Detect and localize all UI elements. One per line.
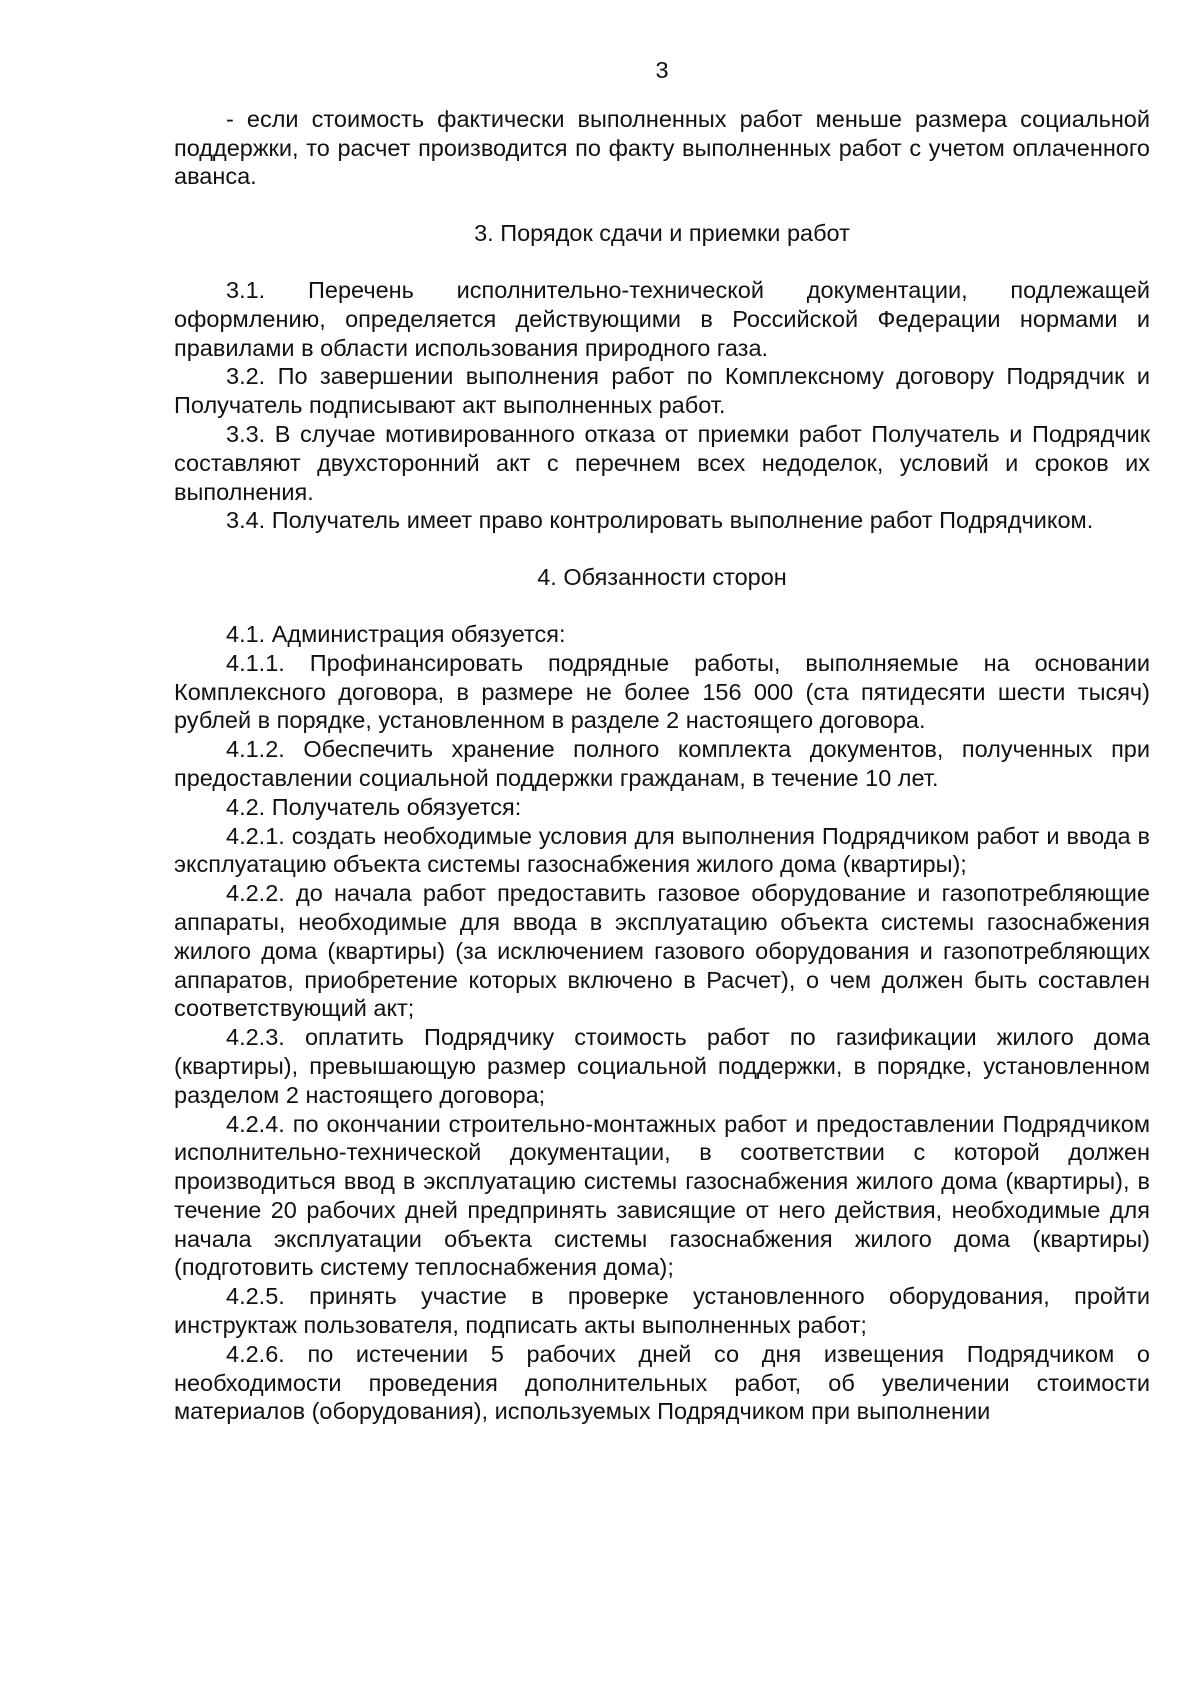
clause-3-4: 3.4. Получатель имеет право контролировать выполнение работ Подрядчиком.: [226, 507, 1094, 534]
clause-4-2-5: 4.2.5. принять участие в проверке установленного оборудования, пройти инструктаж пользователя, подписать акты выполненных работ;: [174, 1283, 1150, 1339]
clause-3-2: 3.2. По завершении выполнения работ по Комплексному договору Подрядчик и Получатель подписывают акт выполненных работ.: [174, 363, 1150, 419]
clause-4-2-3: 4.2.3. оплатить Подрядчику стоимость работ по газификации жилого дома (квартиры), превышающую размер социальной поддержки, в порядке, установленном разделом 2 настоящего договора;: [174, 1024, 1150, 1108]
clause-4-2-1: 4.2.1. создать необходимые условия для выполнения Подрядчиком работ и ввода в эксплуатацию объекта системы газоснабжения жилого дома (квартиры);: [174, 822, 1150, 878]
clause-4-1: 4.1. Администрация обязуется:: [226, 620, 566, 647]
clause-3-1: 3.1. Перечень исполнительно-технической документации, подлежащей оформлению, определяется действующими в Российской Федерации нормами и правилами в области использования природного газа.: [174, 276, 1150, 361]
clause-4-2-4: 4.2.4. по окончании строительно-монтажных работ и предоставлении Подрядчиком исполнительно-технической документации, в соответствии с которой должен производиться ввод в эксплуатацию системы газоснабжения жилого дома (квартиры), в течение 20 рабочих дней предпринять зависящие от него действия, необходимые для начала эксплуатации объекта системы газоснабжения жилого дома (квартиры) (подготовить систему теплоснабжения дома);: [174, 1110, 1150, 1281]
intro-paragraph: - если стоимость фактически выполненных работ меньше размера социальной поддержки, то расчет производится по факту выполненных работ с учетом оплаченного аванса.: [174, 105, 1150, 190]
clause-4-2-2: 4.2.2. до начала работ предоставить газовое оборудование и газопотребляющие аппараты, необходимые для ввода в эксплуатацию объекта системы газоснабжения жилого дома (квартиры) (за исключением газового оборудования и газопотребляющих аппаратов, приобретение которых включено в Расчет), о чем должен быть составлен соответствующий акт;: [174, 880, 1150, 1022]
clause-4-2-6: 4.2.6. по истечении 5 рабочих дней со дня извещения Подрядчиком о необходимости проведения дополнительных работ, об увеличении стоимости материалов (оборудования), используемых Подрядчиком при выполнении: [174, 1340, 1150, 1425]
section-3-title: 3. Порядок сдачи и приемки работ: [474, 220, 850, 247]
page-number: 3: [655, 57, 669, 83]
clause-4-1-1: 4.1.1. Профинансировать подрядные работы, выполняемые на основании Комплексного договора, в размере не более 156 000 (ста пятидесяти шести тысяч) рублей в порядке, установленном в разделе 2 настоящего договора.: [174, 649, 1150, 734]
section-4-title: 4. Обязанности сторон: [537, 564, 787, 591]
clause-4-1-2: 4.1.2. Обеспечить хранение полного комплекта документов, полученных при предоставлении социальной поддержки гражданам, в течение 10 лет.: [174, 736, 1150, 791]
clause-4-2: 4.2. Получатель обязуется:: [226, 793, 522, 820]
clause-3-3: 3.3. В случае мотивированного отказа от приемки работ Получатель и Подрядчик составляют двухсторонний акт с перечнем всех недоделок, условий и сроков их выполнения.: [174, 420, 1150, 505]
